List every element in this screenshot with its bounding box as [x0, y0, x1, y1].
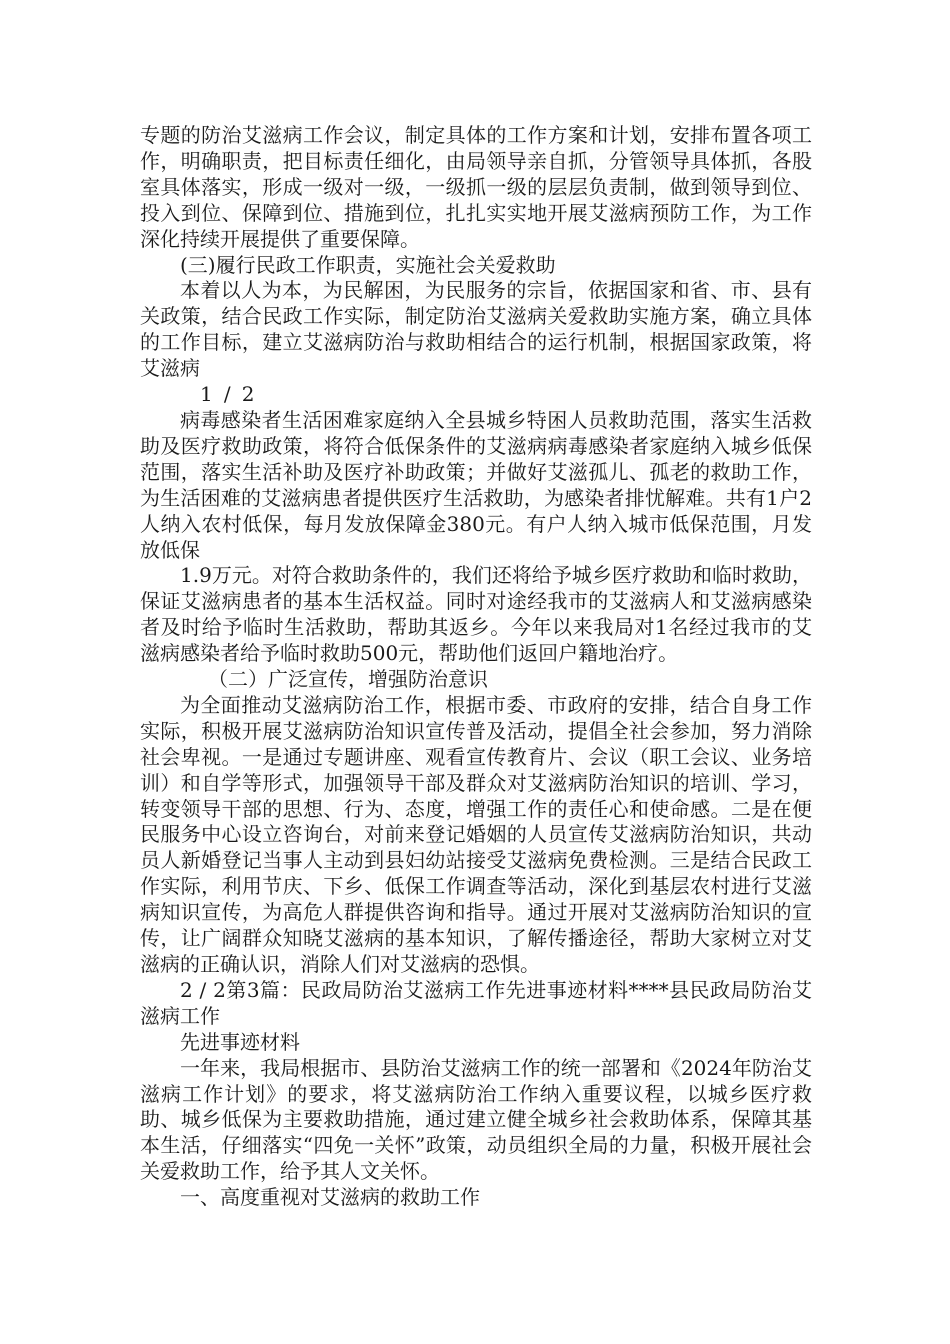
body-paragraph: 病毒感染者生活困难家庭纳入全县城乡特困人员救助范围，落实生活救助及医疗救助政策，将符合低保条件的艾滋病病毒感染者家庭纳入城乡低保范围，落实生活补助及医疗补助政策；并做好艾滋孤儿、孤老的救助工作，为生活困难的艾滋病患者提供医疗生活救助，为感染者排忧解难。共有1户2人纳入农村低保，每月发放保障金380元。有户人纳入城市低保范围，月发放低保: [140, 407, 812, 562]
document-page: [140, 123, 812, 1211]
body-paragraph: 为全面推动艾滋病防治工作，根据市委、市政府的安排，结合自身工作实际，积极开展艾滋病防治知识宣传普及活动，提倡全社会参加，努力消除社会卑视。一是通过专题讲座、观看宣传教育片、会议（职工会议、业务培训）和自学等形式，加强领导干部及群众对艾滋病防治知识的培训、学习，转变领导干部的思想、行为、态度，增强工作的责任心和使命感。二是在便民服务中心设立咨询台，对前来登记婚姻的人员宣传艾滋病防治知识，共动员人新婚登记当事人主动到县妇幼站接受艾滋病免费检测。三是结合民政工作实际，利用节庆、下乡、低保工作调查等活动，深化到基层农村进行艾滋病知识宣传，为高危人群提供咨询和指导。通过开展对艾滋病防治知识的宣传，让广阔群众知晓艾滋病的基本知识，了解传播途径，帮助大家树立对艾滋病的正确认识，消除人们对艾滋病的恐惧。: [140, 692, 812, 976]
document-title-line: 2 / 2第3篇：民政局防治艾滋病工作先进事迹材料****县民政局防治艾滋病工作: [140, 977, 812, 1028]
document-subtitle: 先进事迹材料: [180, 1029, 300, 1054]
section-heading: (三)履行民政工作职责，实施社会关爱救助: [180, 252, 556, 277]
section-heading: （二）广泛宣传，增强防治意识: [208, 667, 488, 692]
body-paragraph: 本着以人为本，为民解困，为民服务的宗旨，依据国家和省、市、县有关政策，结合民政工作实际，制定防治艾滋病关爱救助实施方案，确立具体的工作目标，建立艾滋病防治与救助相结合的运行机制，根据国家政策，将艾滋病: [140, 278, 812, 381]
body-paragraph: 1.9万元。对符合救助条件的，我们还将给予城乡医疗救助和临时救助，保证艾滋病患者的基本生活权益。同时对途经我市的艾滋病人和艾滋病感染者及时给予临时生活救助，帮助其返乡。今年以来我局对1名经过我市的艾滋病感染者给予临时救助500元，帮助他们返回户籍地治疗。: [140, 563, 812, 666]
section-heading: 一、高度重视对艾滋病的救助工作: [180, 1185, 480, 1210]
body-paragraph: 一年来，我局根据市、县防治艾滋病工作的统一部署和《2024年防治艾滋病工作计划》的要求，将艾滋病防治工作纳入重要议程，以城乡医疗救助、城乡低保为主要救助措施，通过建立健全城乡社会救助体系，保障其基本生活，仔细落实“四免一关怀”政策，动员组织全局的力量，积极开展社会关爱救助工作，给予其人文关怀。: [140, 1055, 812, 1184]
page-number: 1 / 2: [200, 382, 257, 407]
body-paragraph: 专题的防治艾滋病工作会议，制定具体的工作方案和计划，安排布置各项工作，明确职责，把目标责任细化，由局领导亲自抓，分管领导具体抓，各股室具体落实，形成一级对一级，一级抓一级的层层负责制，做到领导到位、投入到位、保障到位、措施到位，扎扎实实地开展艾滋病预防工作，为工作深化持续开展提供了重要保障。: [140, 123, 812, 251]
